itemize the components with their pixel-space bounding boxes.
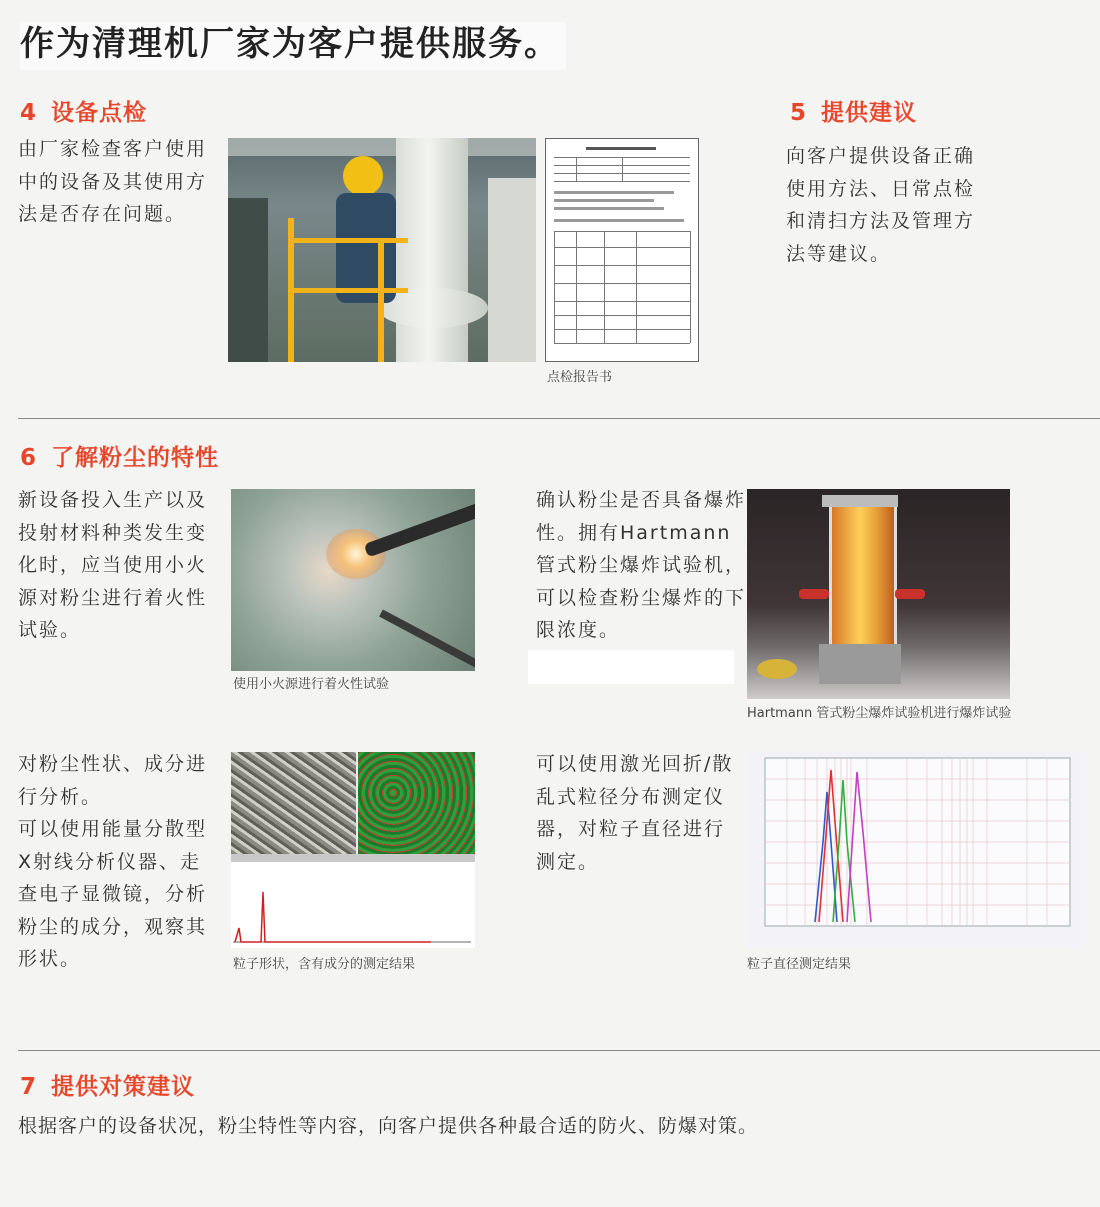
- particle-size-line: 器，对粒子直径进行: [536, 818, 726, 840]
- ignition-line: 投射材料种类发生变: [18, 521, 208, 544]
- ignition-line: 试验。: [18, 619, 82, 641]
- section-4-line: 中的设备及其使用方: [18, 170, 208, 193]
- ignition-caption: 使用小火源进行着火性试验: [233, 677, 390, 692]
- section-4-line: 法是否存在问题。: [18, 203, 187, 225]
- composition-caption: 粒子形状，含有成分的测定结果: [233, 957, 416, 972]
- composition-text: [18, 748, 223, 976]
- composition-line: 粉尘的成分，观察其: [18, 915, 208, 938]
- hartmann-test-photo: [747, 489, 1010, 699]
- section-5-heading: [790, 98, 917, 128]
- inspection-report-image: [545, 138, 699, 362]
- section-6-heading: [20, 443, 219, 473]
- inspection-photo: [228, 138, 536, 362]
- white-patch: [528, 650, 734, 684]
- explosion-text: [536, 484, 746, 647]
- section-5-text: [786, 140, 1001, 270]
- section-5-line: 和清扫方法及管理方: [786, 210, 976, 232]
- explosion-line: 管式粉尘爆炸试验机，: [536, 554, 747, 576]
- section-4-title: 设备点检: [51, 100, 148, 126]
- section-7-number: 7: [20, 1074, 38, 1100]
- composition-line: 查电子显微镜，分析: [18, 883, 208, 905]
- explosion-line: 确认粉尘是否具备爆炸: [536, 489, 747, 511]
- explosion-line: 限浓度。: [536, 619, 621, 641]
- divider: [18, 418, 1100, 419]
- report-caption: 点检报告书: [547, 370, 613, 385]
- divider: [18, 1050, 1100, 1051]
- section-7-text: 根据客户的设备状况，粉尘特性等内容，向客户提供各种最合适的防火、防爆对策。: [18, 1115, 759, 1137]
- section-5-number: 5: [790, 100, 808, 126]
- hartmann-caption: Hartmann 管式粉尘爆炸试验机进行爆炸试验: [747, 706, 1012, 721]
- section-5-title: 提供建议: [821, 100, 918, 126]
- section-4-heading: [20, 98, 147, 128]
- particle-size-line: 测定。: [536, 850, 600, 873]
- section-5-line: 使用方法、日常点检: [786, 177, 976, 200]
- section-7-heading: [20, 1072, 195, 1102]
- particle-size-line: 乱式粒径分布测定仪: [536, 785, 726, 808]
- ignition-line: 新设备投入生产以及: [18, 489, 208, 511]
- composition-line: 形状。: [18, 948, 82, 970]
- section-6-title: 了解粉尘的特性: [51, 445, 220, 471]
- page-title: 作为清理机厂家为客户提供服务。: [20, 22, 566, 70]
- particle-size-distribution-image: [747, 752, 1087, 948]
- section-4-line: 由厂家检查客户使用: [18, 138, 208, 160]
- section-5-line: 向客户提供设备正确: [786, 145, 976, 167]
- ignition-text: [18, 484, 223, 647]
- section-4-text: [18, 133, 223, 231]
- section-7-title: 提供对策建议: [51, 1074, 196, 1100]
- ignition-line: 源对粉尘进行着火性: [18, 586, 208, 609]
- composition-line: 行分析。: [18, 785, 103, 808]
- particle-analysis-image: [231, 752, 475, 948]
- section-6-number: 6: [20, 445, 38, 471]
- ignition-line: 化时，应当使用小火: [18, 554, 208, 576]
- section-4-number: 4: [20, 100, 38, 126]
- composition-line: 对粉尘性状、成分进: [18, 753, 208, 775]
- explosion-line: 可以检查粉尘爆炸的下: [536, 586, 747, 609]
- section-5-line: 法等建议。: [786, 242, 892, 265]
- explosion-line: 性。拥有Hartmann: [536, 521, 732, 544]
- particle-size-caption: 粒子直径测定结果: [747, 957, 852, 972]
- particle-size-text: [536, 748, 746, 878]
- particle-size-line: 可以使用激光回折/散: [536, 753, 734, 775]
- ignition-test-photo: [231, 489, 475, 671]
- composition-line: X射线分析仪器、走: [18, 850, 202, 873]
- composition-line: 可以使用能量分散型: [18, 818, 208, 840]
